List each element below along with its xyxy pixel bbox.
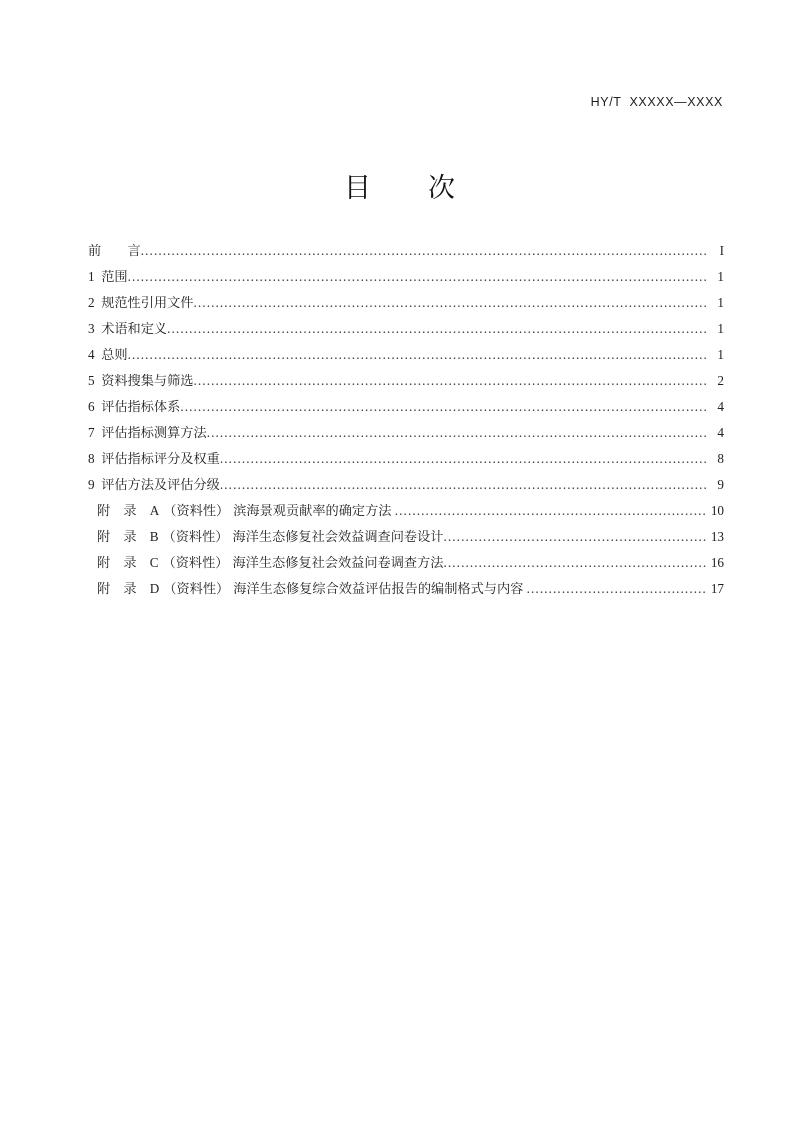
toc-entry-clause-3[interactable] bbox=[88, 316, 724, 342]
toc-entry-clause-7[interactable] bbox=[88, 420, 724, 446]
toc-appendix-kind: （资料性） bbox=[163, 581, 230, 596]
dot-leader bbox=[220, 472, 706, 498]
dot-leader bbox=[128, 342, 706, 368]
toc-entry-label: 4 总则 bbox=[88, 347, 128, 362]
toc-page-number: 17 bbox=[710, 581, 724, 596]
toc-appendix-label: 附 录 C bbox=[97, 555, 159, 570]
toc-entry-clause-6[interactable] bbox=[88, 394, 724, 420]
toc-entry-clause-2[interactable] bbox=[88, 290, 724, 316]
table-of-contents bbox=[88, 238, 724, 602]
dot-leader bbox=[443, 524, 706, 550]
toc-entry-clause-9[interactable] bbox=[88, 472, 724, 498]
toc-appendix-title: 滨海景观贡献率的确定方法 bbox=[233, 503, 395, 518]
toc-entry-appendix-c[interactable] bbox=[88, 550, 724, 576]
toc-entry-foreword[interactable] bbox=[88, 238, 724, 264]
toc-page-number: 13 bbox=[710, 529, 724, 544]
toc-entry-label: 2 规范性引用文件 bbox=[88, 295, 194, 310]
dot-leader bbox=[194, 290, 707, 316]
toc-page-number: 4 bbox=[717, 425, 724, 440]
dot-leader bbox=[141, 238, 706, 264]
toc-page-number: 1 bbox=[717, 347, 724, 362]
toc-entry-clause-4[interactable] bbox=[88, 342, 724, 368]
toc-page-number: 1 bbox=[717, 321, 724, 336]
dot-leader bbox=[443, 550, 706, 576]
dot-leader bbox=[167, 316, 706, 342]
toc-entry-appendix-a[interactable] bbox=[88, 498, 724, 524]
toc-entry-clause-1[interactable] bbox=[88, 264, 724, 290]
toc-page-number: 8 bbox=[717, 451, 724, 466]
toc-entry-label: 5 资料搜集与筛选 bbox=[88, 373, 194, 388]
toc-entry-clause-5[interactable] bbox=[88, 368, 724, 394]
toc-entry-label: 3 术语和定义 bbox=[88, 321, 168, 336]
toc-appendix-kind: （资料性） bbox=[162, 555, 229, 570]
toc-page-number: 1 bbox=[717, 269, 724, 284]
toc-appendix-label: 附 录 B bbox=[97, 529, 159, 544]
dot-leader bbox=[220, 446, 706, 472]
toc-page-number: 10 bbox=[710, 503, 724, 518]
toc-entry-label: 8 评估指标评分及权重 bbox=[88, 451, 220, 466]
dot-leader bbox=[194, 368, 707, 394]
toc-appendix-title: 海洋生态修复社会效益调查问卷设计 bbox=[232, 529, 444, 544]
toc-entry-label: 前 言 bbox=[88, 243, 141, 258]
toc-page-number: 1 bbox=[717, 295, 724, 310]
dot-leader bbox=[180, 394, 706, 420]
toc-entry-appendix-d[interactable] bbox=[88, 576, 724, 602]
toc-appendix-label: 附 录 A bbox=[97, 503, 160, 518]
toc-entry-appendix-b[interactable] bbox=[88, 524, 724, 550]
toc-entry-label: 6 评估指标体系 bbox=[88, 399, 181, 414]
page-title: 目 次 bbox=[344, 173, 456, 204]
toc-page-number: 9 bbox=[717, 477, 724, 492]
toc-appendix-kind: （资料性） bbox=[162, 529, 229, 544]
dot-leader bbox=[395, 498, 706, 524]
toc-entry-label: 1 范围 bbox=[88, 269, 128, 284]
toc-page-number: 16 bbox=[710, 555, 724, 570]
toc-page-number: 4 bbox=[717, 399, 724, 414]
dot-leader bbox=[128, 264, 706, 290]
toc-page-number: I bbox=[719, 243, 724, 258]
toc-page-number: 2 bbox=[717, 373, 724, 388]
document-standard-code-header: HY/T XXXXX—XXXX bbox=[590, 95, 723, 109]
toc-appendix-kind: （资料性） bbox=[163, 503, 230, 518]
toc-entry-label: 9 评估方法及评估分级 bbox=[88, 477, 220, 492]
toc-appendix-label: 附 录 D bbox=[97, 581, 160, 596]
dot-leader bbox=[207, 420, 706, 446]
dot-leader bbox=[527, 576, 706, 602]
toc-appendix-title: 海洋生态修复社会效益问卷调查方法 bbox=[232, 555, 444, 570]
toc-appendix-title: 海洋生态修复综合效益评估报告的编制格式与内容 bbox=[233, 581, 527, 596]
toc-entry-label: 7 评估指标测算方法 bbox=[88, 425, 207, 440]
toc-entry-clause-8[interactable] bbox=[88, 446, 724, 472]
